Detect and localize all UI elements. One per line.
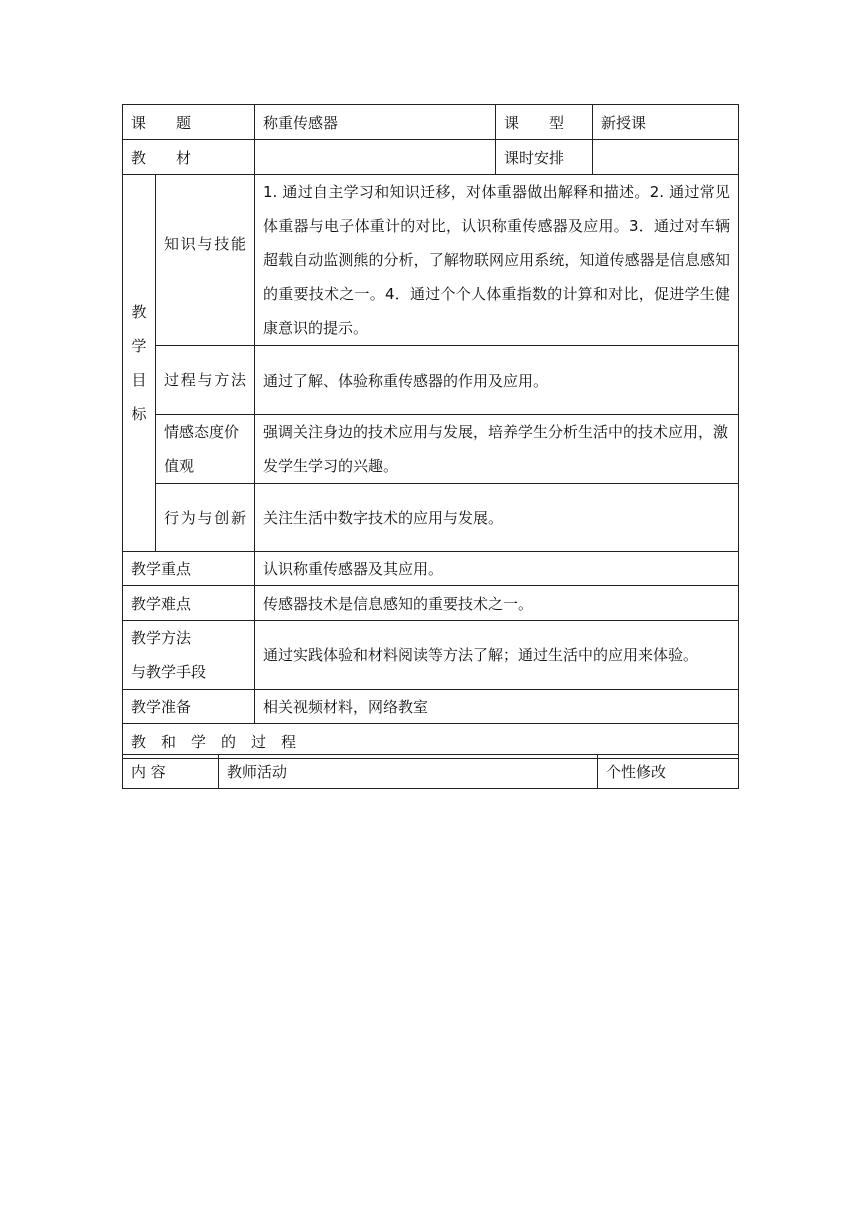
method-label (123, 621, 255, 690)
process-method-content: 通过了解、体验称重传感器的作用及应用。 (255, 346, 739, 415)
emotion-value-content: 强调关注身边的技术应用与发展，培养学生分析生活中的技术应用，激发学生学习的兴趣。 (255, 415, 739, 484)
col-content: 内 容 (123, 755, 219, 789)
objectives-label-char: 标 (131, 405, 147, 423)
process-title: 教 和 学 的 过 程 (123, 724, 739, 759)
method-label-line1: 教学方法 (131, 629, 192, 647)
objectives-label-char: 学 (131, 337, 147, 355)
lesson-plan-table (122, 104, 739, 759)
type-label: 课 型 (496, 105, 593, 140)
behavior-innovation-label: 行为与创新 (156, 484, 255, 552)
objectives-label-char: 教 (131, 303, 147, 321)
emotion-value-label: 情感态度价值观 (156, 415, 255, 484)
knowledge-skill-content: 1. 通过自主学习和知识迁移，对体重器做出解释和描述。2. 通过常见体重器与电子体重计的对比，认识称重传感器及应用。3．通过对车辆超载自动监测熊的分析，了解物联网应用系统，知道传感器是信息感知的重要技术之一。4．通过个个人体重指数的计算和对比，促进学生健康意识的提示。 (255, 175, 739, 346)
col-personal-revision: 个性修改 (598, 755, 739, 789)
process-method-label: 过程与方法 (156, 346, 255, 415)
key-point-label: 教学重点 (123, 552, 255, 586)
col-teacher-activity: 教师活动 (219, 755, 598, 789)
key-point-value: 认识称重传感器及其应用。 (255, 552, 739, 586)
schedule-value (593, 140, 739, 175)
behavior-innovation-content: 关注生活中数字技术的应用与发展。 (255, 484, 739, 552)
knowledge-skill-label: 知识与技能 (156, 175, 255, 346)
process-header-table (122, 754, 739, 789)
type-value: 新授课 (593, 105, 739, 140)
preparation-value: 相关视频材料，网络教室 (255, 690, 739, 724)
topic-value: 称重传感器 (255, 105, 496, 140)
method-label-line2: 与教学手段 (131, 663, 207, 681)
method-value: 通过实践体验和材料阅读等方法了解；通过生活中的应用来体验。 (255, 621, 739, 690)
objectives-label (123, 175, 156, 552)
schedule-label: 课时安排 (496, 140, 593, 175)
difficulty-label: 教学难点 (123, 586, 255, 621)
material-value (255, 140, 496, 175)
objectives-label-char: 目 (131, 371, 147, 389)
material-label: 教 材 (123, 140, 255, 175)
difficulty-value: 传感器技术是信息感知的重要技术之一。 (255, 586, 739, 621)
topic-label: 课 题 (123, 105, 255, 140)
preparation-label: 教学准备 (123, 690, 255, 724)
